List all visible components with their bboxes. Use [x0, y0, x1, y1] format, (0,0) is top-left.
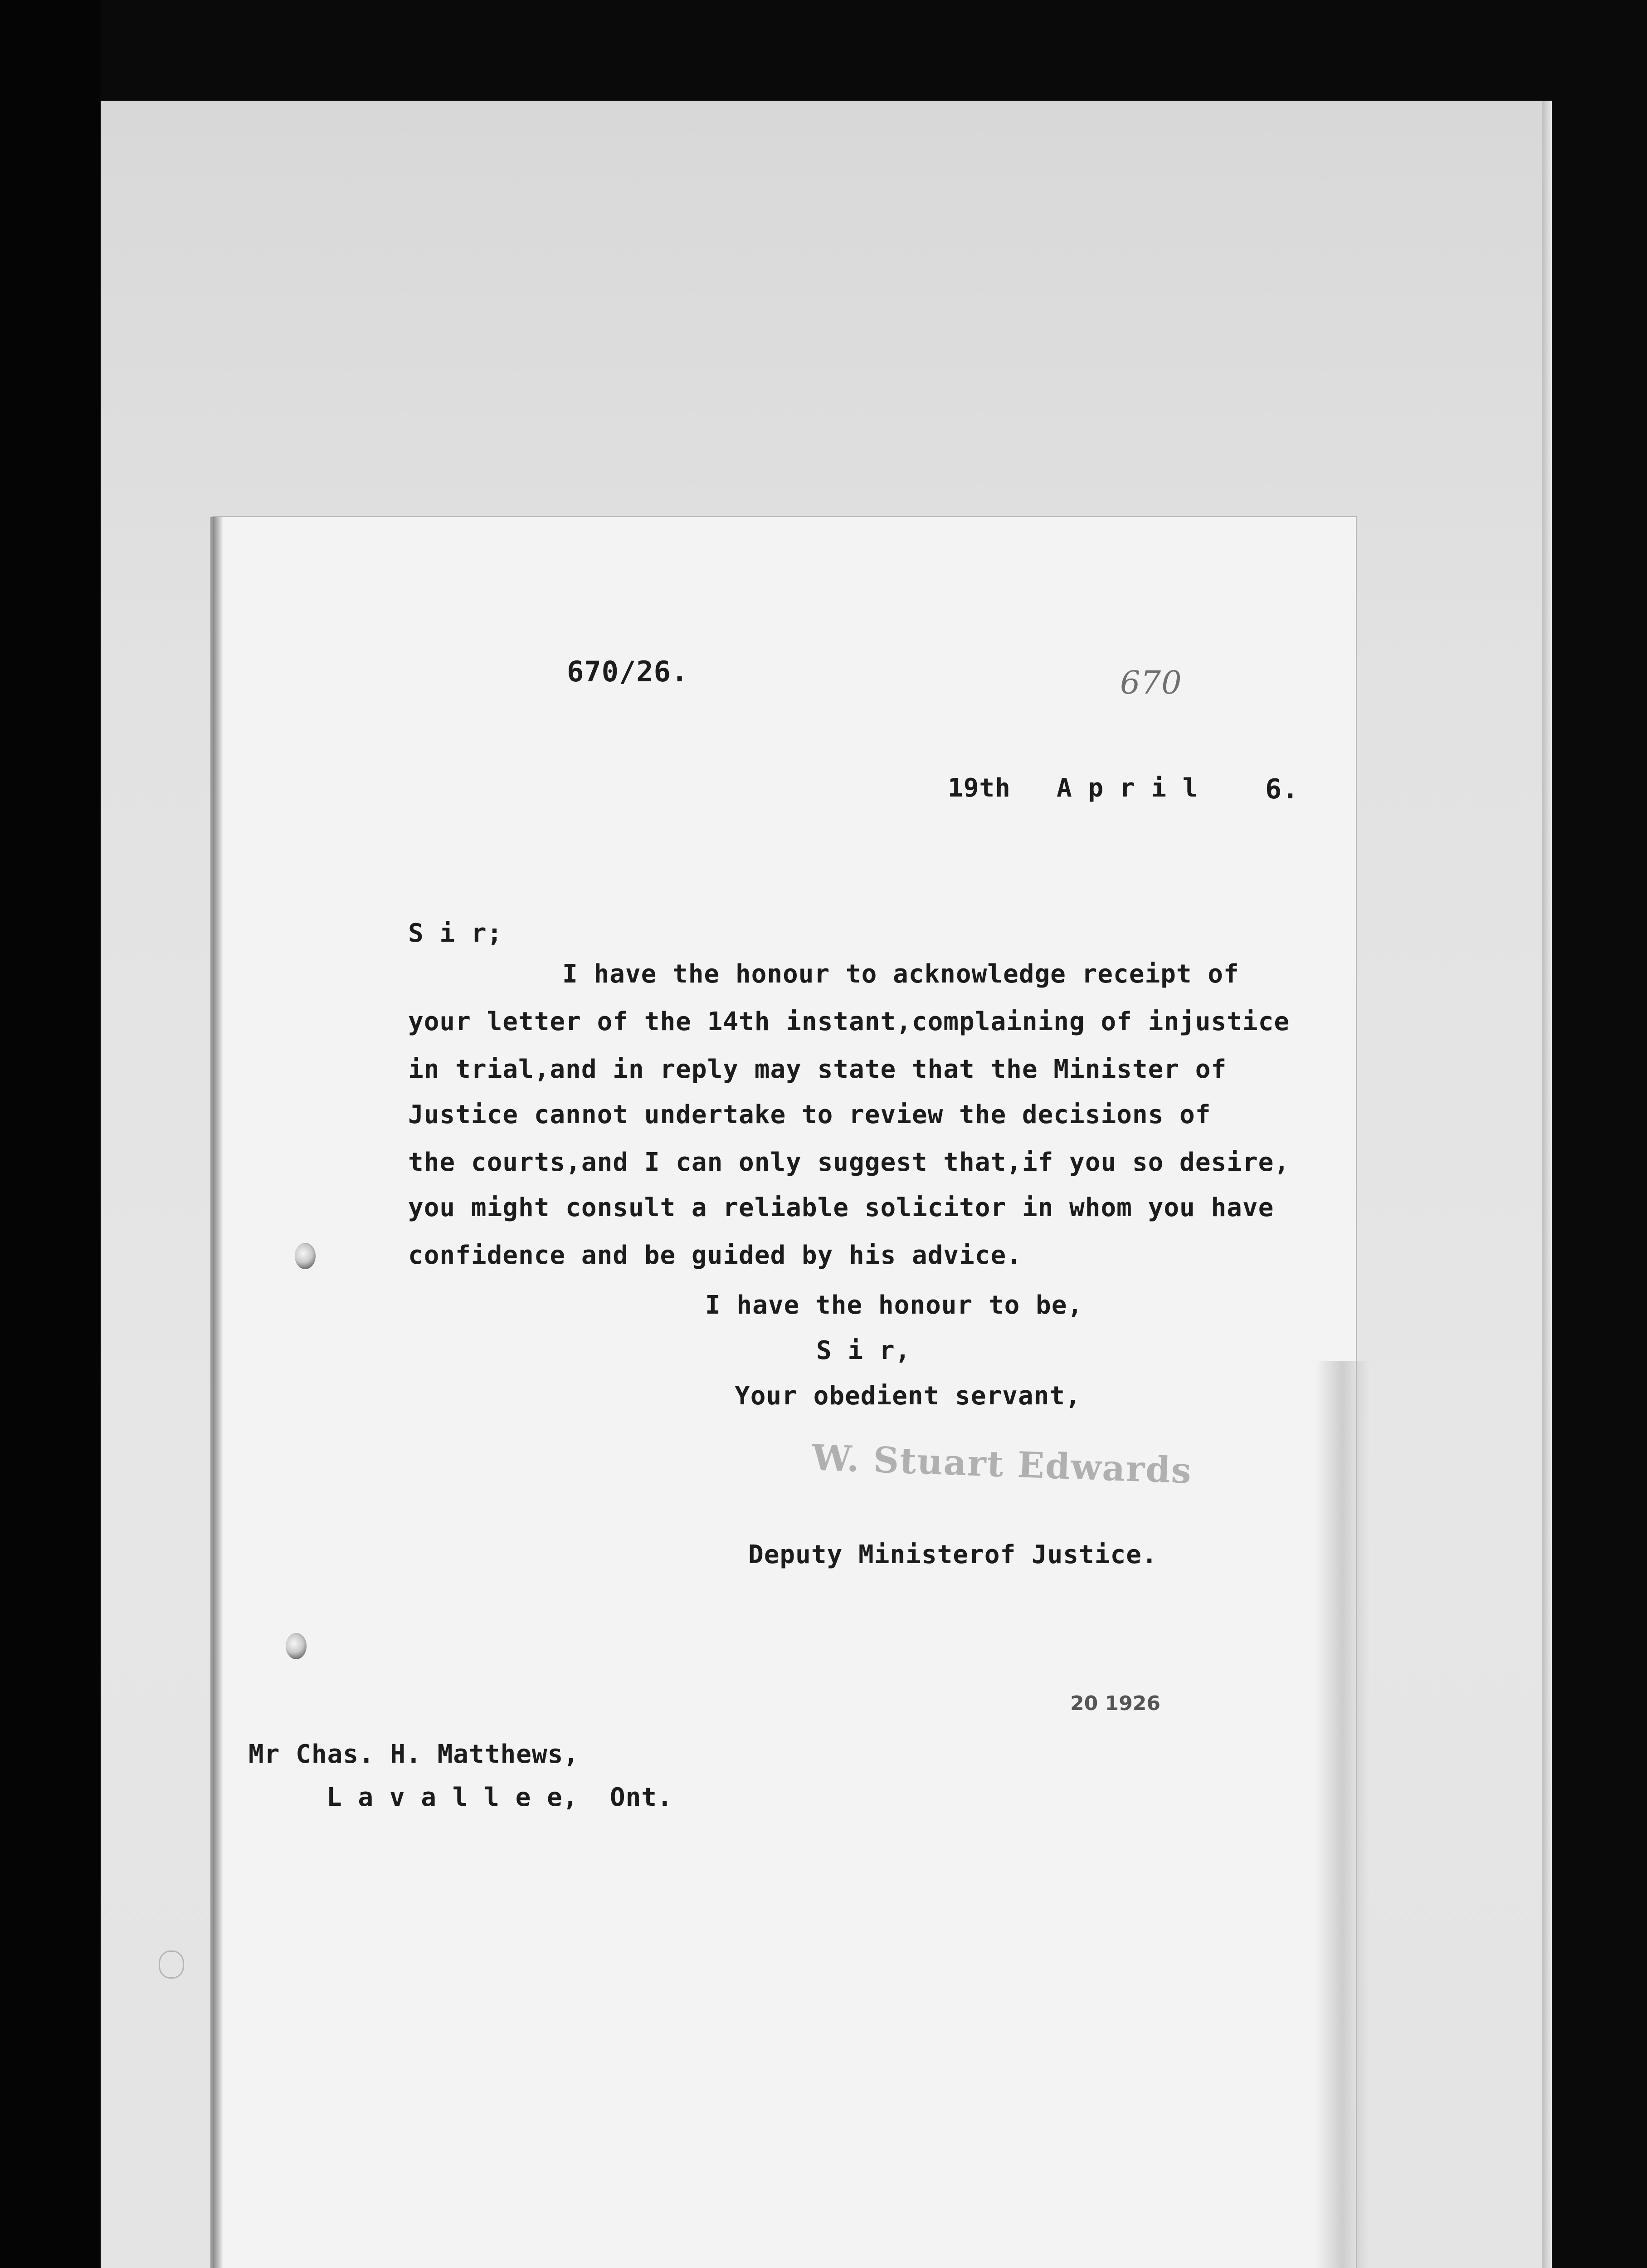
date-month: A p r i l [1057, 773, 1199, 803]
body-line: your letter of the 14th instant,complaining of injustice [408, 1007, 1290, 1036]
scan-border [0, 0, 101, 2268]
recipient-name: Mr Chas. H. Matthews, [249, 1740, 580, 1769]
body-line: confidence and be guided by his advice. [408, 1241, 1022, 1270]
punch-mark [159, 1950, 184, 1979]
punch-hole [295, 1243, 316, 1269]
punch-hole [286, 1633, 307, 1659]
body-line: Justice cannot undertake to review the decisions of [408, 1100, 1211, 1129]
received-date-stamp: 20 1926 [1070, 1692, 1161, 1715]
body-line: in trial,and in reply may state that the Minister of [408, 1055, 1227, 1084]
body-line: you might consult a reliable solicitor in whom you have [408, 1193, 1274, 1222]
file-number: 670/26. [567, 655, 689, 688]
signatory-title: Deputy Ministerof Justice. [748, 1540, 1158, 1569]
recipient-place: L a v a l l e e, Ont. [326, 1783, 673, 1812]
signature-stamp: W. Stuart Edwards [811, 1437, 1193, 1492]
date-year: 6. [1265, 773, 1299, 805]
backing-sheet-edge [1542, 101, 1552, 2268]
body-line: the courts,and I can only suggest that,if you so desire, [408, 1148, 1290, 1177]
closing-servant: Your obedient servant, [735, 1381, 1081, 1411]
letter-fold-shadow [1315, 1361, 1369, 2268]
body-line: I have the honour to acknowledge receipt of [562, 959, 1239, 989]
letter-sheet-shadow [213, 517, 223, 2268]
date-day: 19th [948, 773, 1011, 803]
closing-sir: S i r, [816, 1336, 911, 1365]
handwritten-file-number: 670 [1120, 664, 1182, 701]
closing-line: I have the honour to be, [705, 1290, 1083, 1320]
salutation: S i r; [408, 919, 503, 948]
